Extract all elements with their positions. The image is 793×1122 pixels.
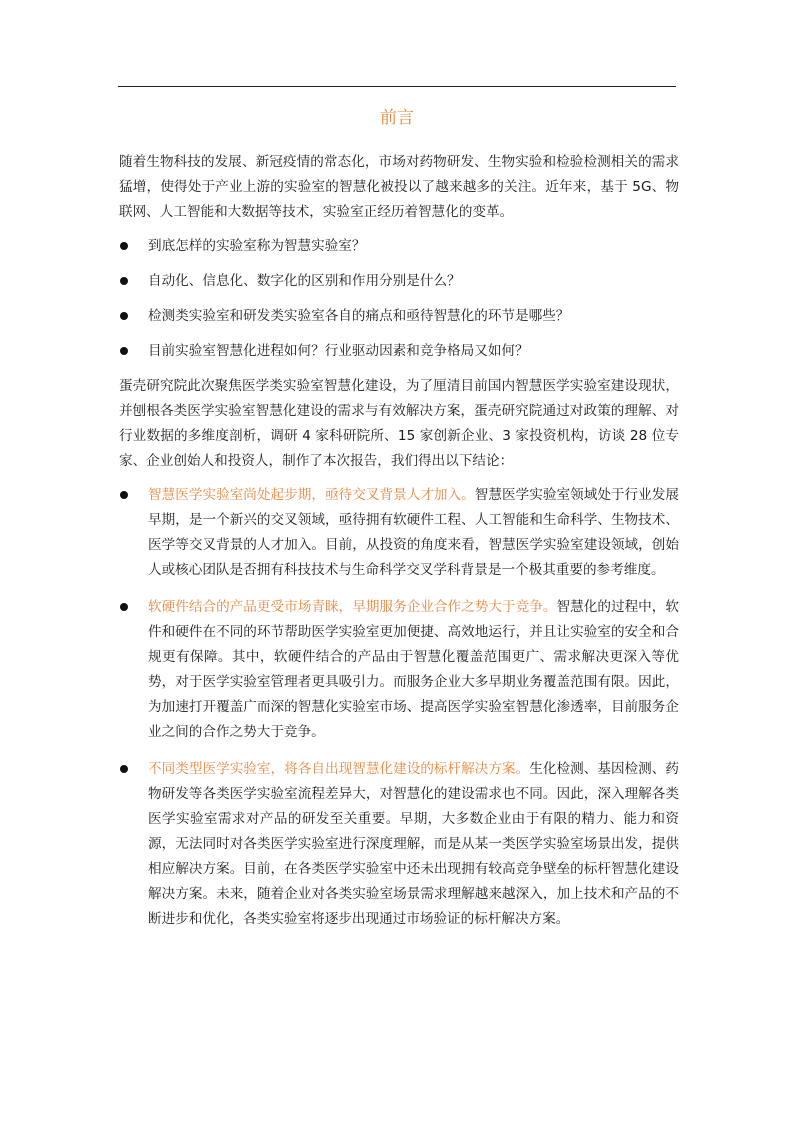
- document-body: [119, 150, 679, 944]
- question-text: 检测类实验室和研发类实验室各自的痛点和亟待智慧化的环节是哪些？: [148, 308, 570, 324]
- bullet-icon: [120, 277, 128, 285]
- bullet-icon: [120, 491, 128, 499]
- page-title: 前言: [380, 108, 414, 128]
- question-text: 自动化、信息化、数字化的区别和作用分别是什么？: [148, 273, 461, 289]
- conclusion-body: 智慧化的过程中，软件和硬件在不同的环节帮助医学实验室更加便捷、高效地运行，并且让实验室的安全和合规更有保障。其中，软硬件结合的产品由于智慧化覆盖范围更广、需求解决更深入等优势，对于医学实验室管理者更具吸引力。而服务企业大多早期业务覆盖范围有限。因此，为加速打开覆盖广而深的智慧化实验室市场、提高医学实验室智慧化渗透率，目前服务企业之间的合作之势大于竞争。: [148, 599, 680, 740]
- list-item: [119, 234, 679, 259]
- bullet-icon: [120, 765, 128, 773]
- header-rule: [118, 86, 676, 87]
- conclusion-item: [119, 483, 679, 583]
- list-item: [119, 339, 679, 364]
- conclusion-body: 智慧医学实验室领域处于行业发展早期，是一个新兴的交叉领域，亟待拥有软硬件工程、人工智能和生命科学、生物技术、医学等交叉背景的人才加入。目前，从投资的角度来看，智慧医学实验室建设领域，创始人或核心团队是否拥有科技技术与生命科学交叉学科背景是一个极其重要的参考维度。: [148, 487, 679, 578]
- question-text: 到底怎样的实验室称为智慧实验室？: [148, 238, 366, 254]
- conclusion-item: [119, 757, 679, 932]
- conclusion-body: 生化检测、基因检测、药物研发等各类医学实验室流程差异大，对智慧化的建设需求也不同。因此，深入理解各类医学实验室需求对产品的研发至关重要。早期，大多数企业由于有限的精力、能力和资源，无法同时对各类医学实验室进行深度理解，而是从某一类医学实验室场景出发，提供相应解决方案。目前，在各类医学实验室中还未出现拥有较高竞争壁垒的标杆智慧化建设解决方案。未来，随着企业对各类实验室场景需求理解越来越深入，加上技术和产品的不断进步和优化，各类实验室将逐步出现通过市场验证的标杆解决方案。: [148, 761, 680, 927]
- list-item: [119, 269, 679, 294]
- conclusion-highlight: 软硬件结合的产品更受市场青睐，早期服务企业合作之势大于竞争。: [148, 599, 557, 615]
- conclusion-list: [119, 483, 679, 932]
- bullet-icon: [120, 312, 128, 320]
- conclusion-highlight: 不同类型医学实验室，将各自出现智慧化建设的标杆解决方案。: [148, 761, 530, 777]
- bullet-icon: [120, 347, 128, 355]
- list-item: [119, 304, 679, 329]
- conclusion-item: [119, 595, 679, 745]
- question-list: [119, 234, 679, 364]
- bullet-icon: [120, 242, 128, 250]
- question-text: 目前实验室智慧化进程如何？行业驱动因素和竞争格局又如何？: [148, 343, 529, 359]
- bullet-icon: [120, 603, 128, 611]
- method-paragraph: 蛋壳研究院此次聚焦医学类实验室智慧化建设，为了厘清目前国内智慧医学实验室建设现状，并刨根各类医学实验室智慧化建设的需求与有效解决方案，蛋壳研究院通过对政策的理解、对行业数据的多维度剖析，调研 4 家科研院所、15 家创新企业、3 家投资机构，访谈 28 位专家、企业创始人和投资人，制作了本次报告，我们得出以下结论：: [119, 378, 679, 469]
- conclusion-highlight: 智慧医学实验室尚处起步期，亟待交叉背景人才加入。: [148, 487, 475, 503]
- intro-paragraph: 随着生物科技的发展、新冠疫情的常态化，市场对药物研发、生物实验和检验检测相关的需求猛增，使得处于产业上游的实验室的智慧化被投以了越来越多的关注。近年来，基于 5G、物联网、人工智能和大数据等技术，实验室正经历着智慧化的变革。: [119, 154, 679, 220]
